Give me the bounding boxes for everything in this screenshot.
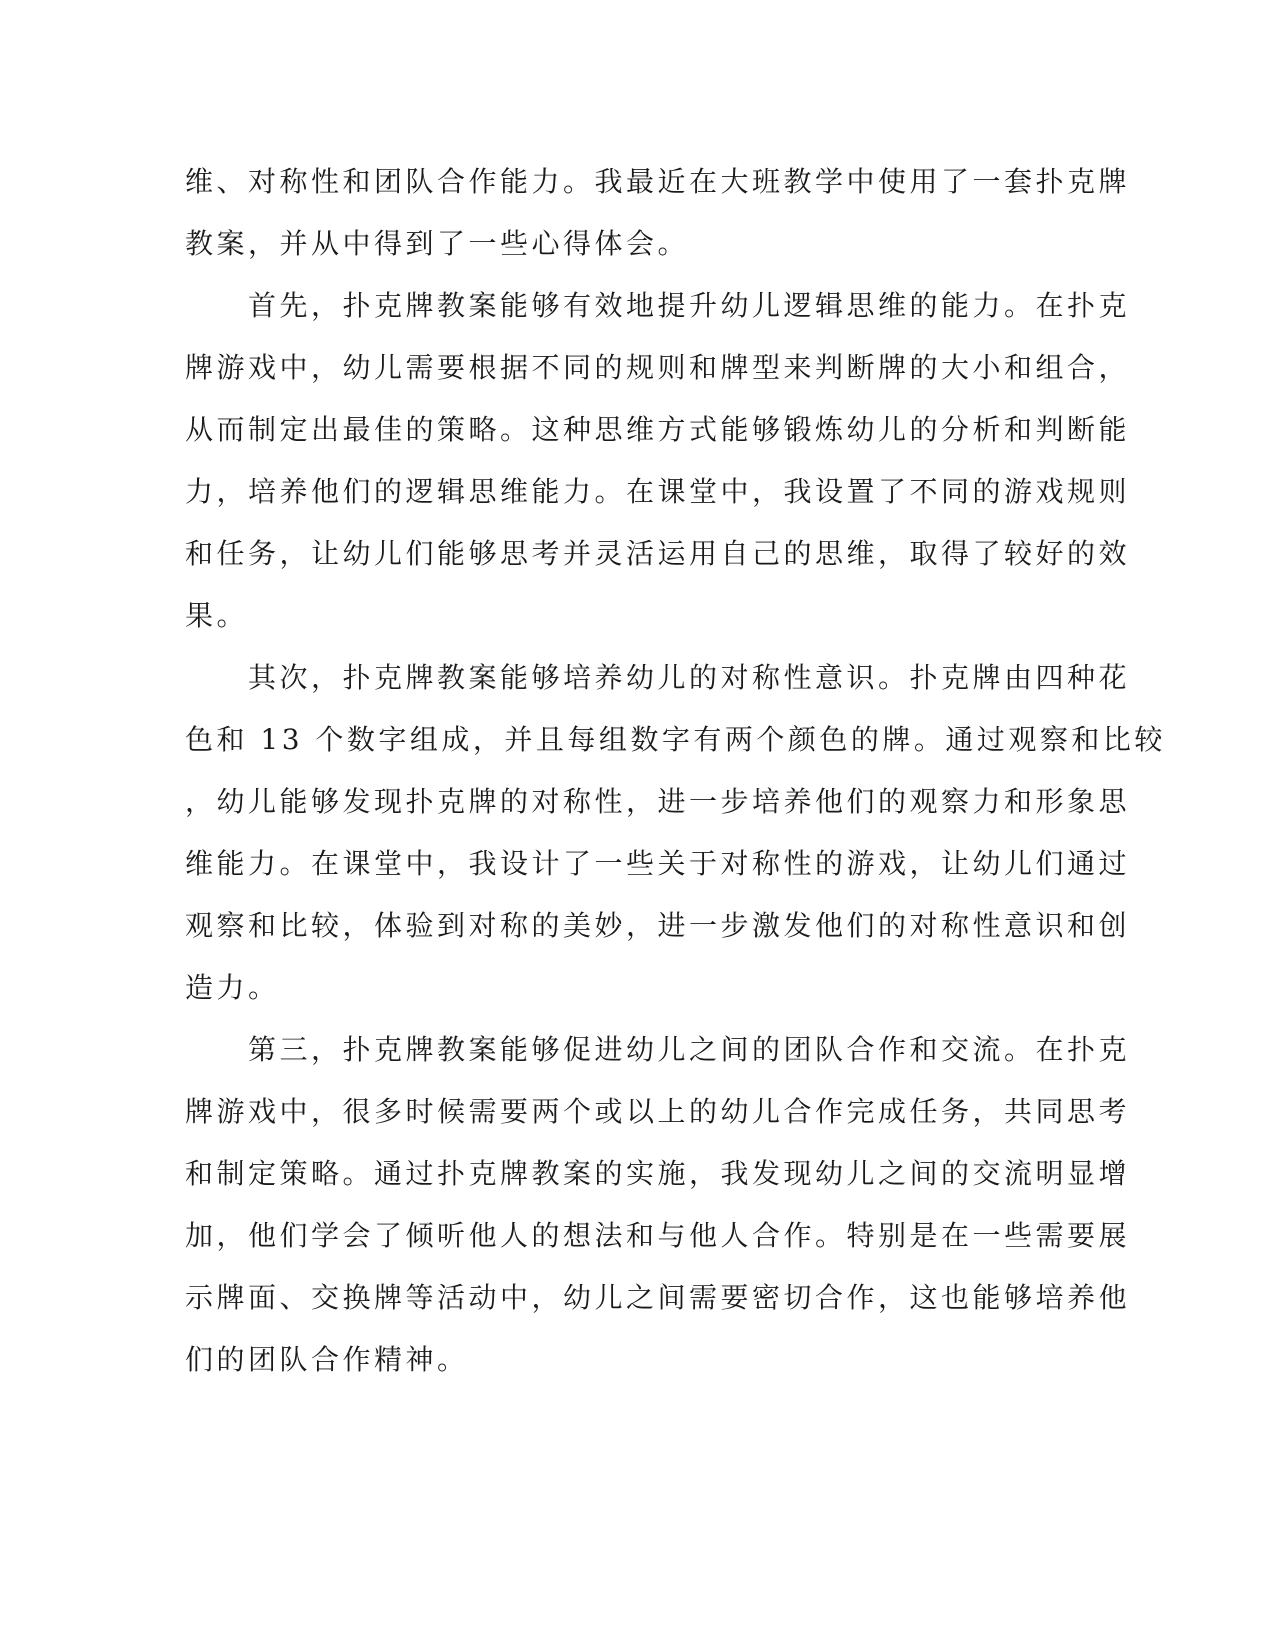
- text-line: 从而制定出最佳的策略。这种思维方式能够锻炼幼儿的分析和判断能: [185, 413, 1131, 446]
- text-line: 第三，扑克牌教案能够促进幼儿之间的团队合作和交流。在扑克: [185, 1033, 1131, 1066]
- text-line: 色和 13 个数字组成，并且每组数字有两个颜色的牌。通过观察和比较: [185, 723, 1166, 756]
- paragraph-logic-thinking: [185, 287, 1131, 659]
- text-line: 们的团队合作精神。: [185, 1343, 469, 1376]
- text-line: 造力。: [185, 971, 280, 1004]
- text-line: 首先，扑克牌教案能够有效地提升幼儿逻辑思维的能力。在扑克: [185, 289, 1131, 322]
- text-line: 维能力。在课堂中，我设计了一些关于对称性的游戏，让幼儿们通过: [185, 847, 1131, 880]
- body-text: [185, 163, 1166, 1403]
- text-line: 其次，扑克牌教案能够培养幼儿的对称性意识。扑克牌由四种花: [185, 661, 1131, 694]
- paragraph-teamwork: [185, 1031, 1131, 1403]
- text-line: 和制定策略。通过扑克牌教案的实施，我发现幼儿之间的交流明显增: [185, 1157, 1131, 1190]
- text-line: 维、对称性和团队合作能力。我最近在大班教学中使用了一套扑克牌: [185, 165, 1131, 198]
- paragraph-symmetry: [185, 659, 1166, 1031]
- text-line: 示牌面、交换牌等活动中，幼儿之间需要密切合作，这也能够培养他: [185, 1281, 1131, 1314]
- text-line: 牌游戏中，很多时候需要两个或以上的幼儿合作完成任务，共同思考: [185, 1095, 1131, 1128]
- text-line: 力，培养他们的逻辑思维能力。在课堂中，我设置了不同的游戏规则: [185, 475, 1131, 508]
- paragraph-intro-continuation: [185, 163, 1131, 287]
- text-line: 教案，并从中得到了一些心得体会。: [185, 227, 690, 260]
- text-line: 加，他们学会了倾听他人的想法和与他人合作。特别是在一些需要展: [185, 1219, 1131, 1252]
- text-line: 牌游戏中，幼儿需要根据不同的规则和牌型来判断牌的大小和组合，: [185, 351, 1131, 384]
- text-line: 观察和比较，体验到对称的美妙，进一步激发他们的对称性意识和创: [185, 909, 1131, 942]
- text-line: ，幼儿能够发现扑克牌的对称性，进一步培养他们的观察力和形象思: [185, 785, 1131, 818]
- text-line: 和任务，让幼儿们能够思考并灵活运用自己的思维，取得了较好的效: [185, 537, 1131, 570]
- text-line: 果。: [185, 599, 249, 632]
